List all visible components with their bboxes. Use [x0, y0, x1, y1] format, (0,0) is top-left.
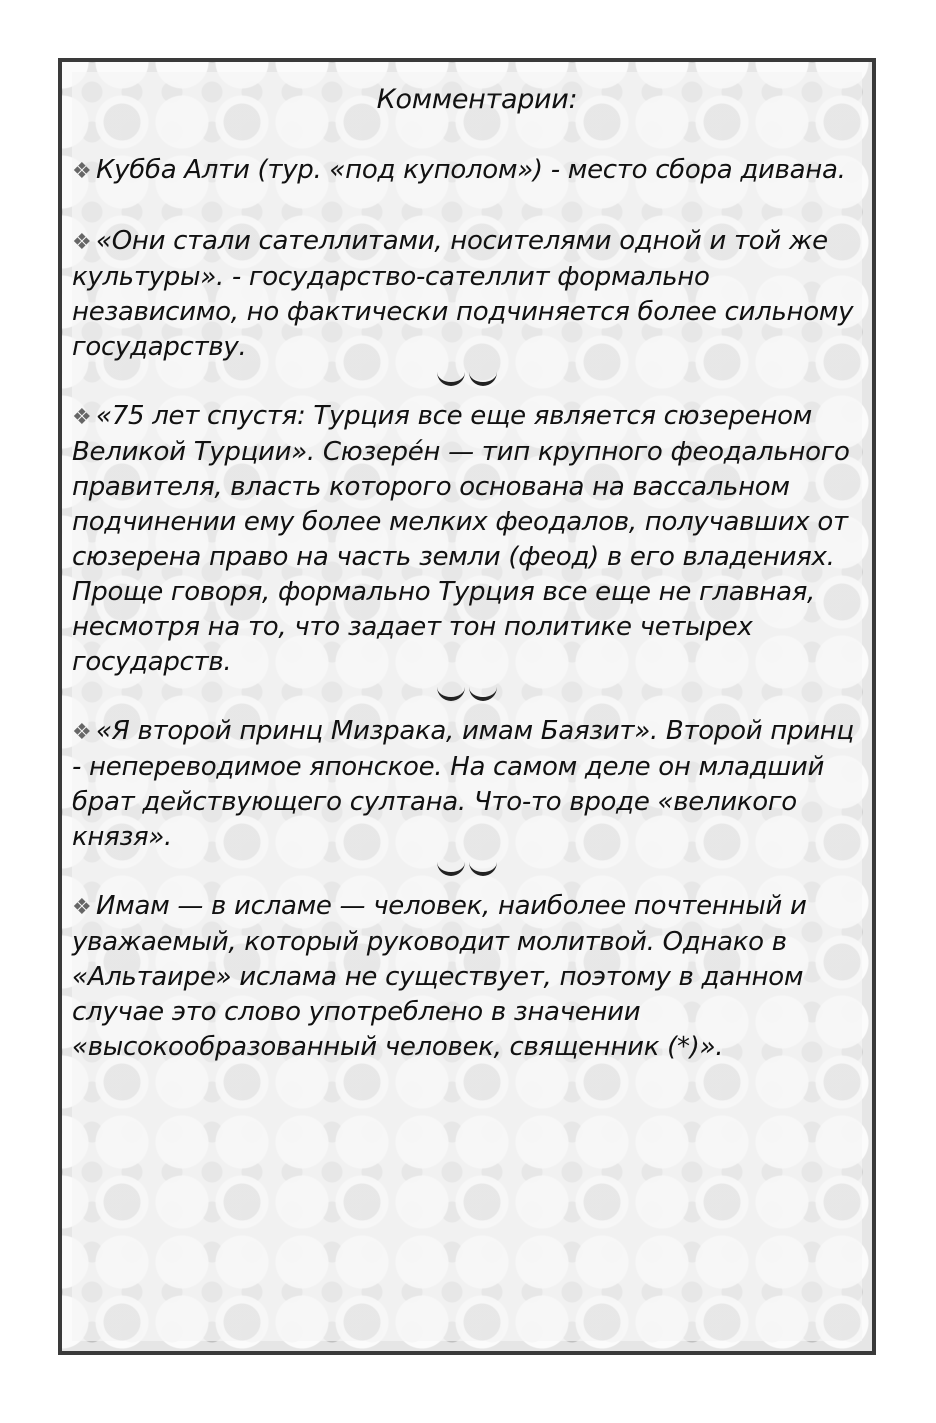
ornament-bullet-icon: ❖	[72, 405, 92, 430]
comment-item-5	[72, 889, 862, 1065]
spacer	[72, 189, 862, 224]
comment-text: Кубба Алти (тур. «под куполом») - место сбора дивана.	[96, 155, 846, 185]
comment-text: Имам — в исламе — человек, наиболее почтенный и уважаемый, который руководит молитвой. Однако в «Альтаире» ислама не существует, поэтому в данном случае это слово употреблено в значении «высокообразованный человек, священник (*)».	[72, 891, 807, 1062]
ornament-bullet-icon: ❖	[72, 159, 92, 184]
leaf-divider-icon	[72, 682, 862, 708]
ornament-bullet-icon: ❖	[72, 720, 92, 745]
comment-text: «Я второй принц Мизрака, имам Баязит». Второй принц - непереводимое японское. На самом деле он младший брат действующего султана. Что-то вроде «великого князя».	[72, 716, 854, 852]
comment-text: «Они стали сателлитами, носителями одной и той же культуры». - государство-сателлит формально независимо, но фактически подчиняется более сильному государству.	[72, 226, 854, 362]
leaf-divider-icon	[72, 367, 862, 393]
comment-item-2	[72, 224, 862, 365]
comment-item-1	[72, 153, 862, 189]
ornament-bullet-icon: ❖	[72, 230, 92, 255]
comment-item-4	[72, 714, 862, 855]
comment-item-3	[72, 399, 862, 680]
comment-text: «75 лет спустя: Турция все еще является сюзереном Великой Турции». Сюзерéн — тип крупного феодального правителя, власть которого основана на вассальном подчинении ему более мелких феодалов, получавших от сюзерена право на часть земли (феод) в его владениях. Проще говоря, формально Турция все еще не главная, несмотря на то, что задает тон политике четырех государств.	[72, 401, 850, 677]
ornament-bullet-icon: ❖	[72, 895, 92, 920]
comments-content	[72, 84, 862, 1065]
page-title: Комментарии:	[376, 84, 578, 115]
leaf-divider-icon	[72, 857, 862, 883]
